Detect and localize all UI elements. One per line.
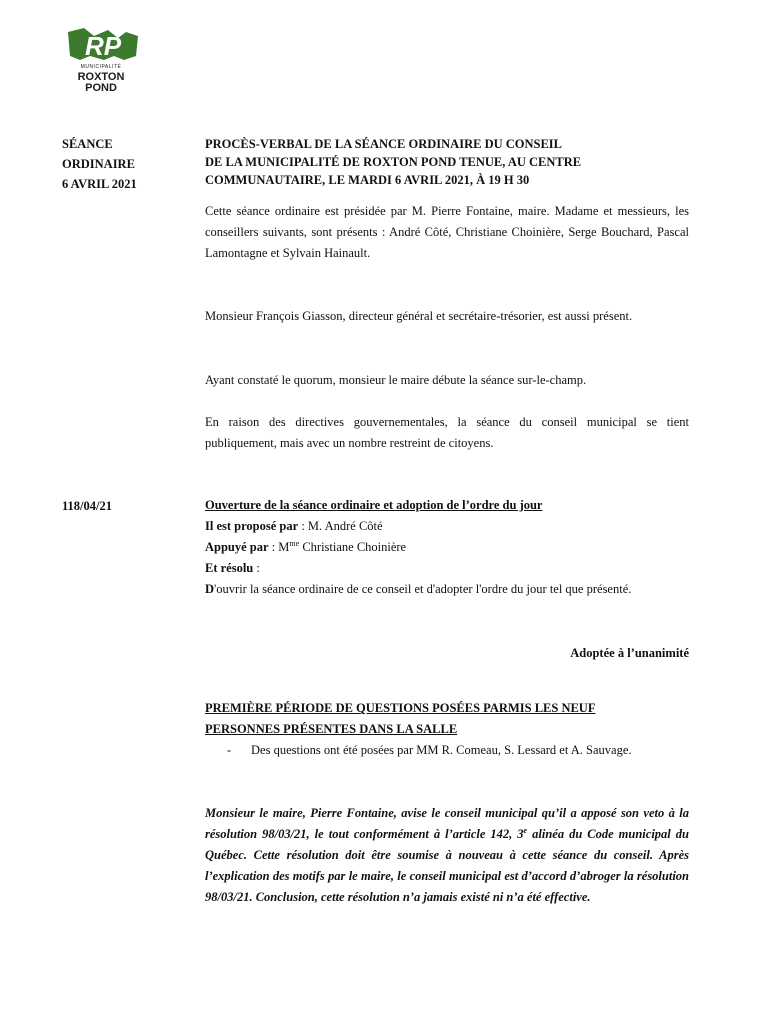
document-title bbox=[205, 135, 689, 189]
session-line-3: 6 AVRIL 2021 bbox=[62, 177, 137, 191]
appuye-superscript: me bbox=[289, 538, 300, 548]
bullet-text: Des questions ont été posées par MM R. Comeau, S. Lessard et A. Sauvage. bbox=[251, 743, 632, 757]
propose-label: Il est proposé par bbox=[205, 519, 299, 533]
questions-title-line-1: PREMIÈRE PÉRIODE DE QUESTIONS POSÉES PARMIS LES NEUF bbox=[205, 701, 596, 715]
session-label bbox=[62, 134, 180, 194]
questions-bullet bbox=[205, 740, 689, 761]
resolution-body-initial: D bbox=[205, 582, 215, 596]
title-line-3: COMMUNAUTAIRE, LE MARDI 6 AVRIL 2021, À 19 H 30 bbox=[205, 173, 530, 187]
questions-block bbox=[205, 698, 689, 761]
appuye-label: Appuyé par bbox=[205, 540, 269, 554]
logo-subtitle: MUNICIPALITÉ bbox=[80, 64, 122, 70]
resolution-title: Ouverture de la séance ordinaire et adoption de l’ordre du jour bbox=[205, 498, 543, 512]
logo-letters: RP bbox=[84, 31, 122, 61]
propose-value: : M. André Côté bbox=[298, 519, 383, 533]
presidence-paragraph: Cette séance ordinaire est présidée par M. Pierre Fontaine, maire. Madame et messieurs, les conseillers suivants, sont présents : André Côté, Christiane Choinière, Serge Bouchard, Pascal Lamontagne et Sylvain Hainault. bbox=[205, 204, 689, 260]
resolu-label: Et résolu bbox=[205, 561, 254, 575]
appuye-prefix: : M bbox=[268, 540, 290, 554]
logo-name-line1: ROXTON bbox=[77, 71, 125, 83]
veto-paragraph bbox=[205, 803, 689, 908]
logo-name-line2: POND bbox=[85, 82, 117, 94]
resolution-number: 118/04/21 bbox=[62, 499, 113, 513]
veto-superscript: e bbox=[523, 825, 528, 835]
resolution-body bbox=[205, 579, 689, 600]
quorum-paragraph: Ayant constaté le quorum, monsieur le maire débute la séance sur-le-champ. bbox=[205, 373, 587, 387]
title-line-1: PROCÈS-VERBAL DE LA SÉANCE ORDINAIRE DU CONSEIL bbox=[205, 137, 563, 151]
veto-text-part2: alinéa du Code municipal du Québec. Cette résolution doit être soumise à nouveau à cette séance du conseil. Après l’explication des motifs par le maire, le conseil municipal est d’accord d’abroger la résolution 98/03/21. Conclusion, cette résolution n’a jamais existé ni n’a été effective. bbox=[205, 827, 689, 904]
propose-line bbox=[205, 516, 689, 537]
directives-paragraph: En raison des directives gouvernementales, la séance du conseil municipal se tient publiquement, mais avec un nombre restreint de citoyens. bbox=[205, 415, 689, 450]
adoption-note: Adoptée à l’unanimité bbox=[570, 646, 689, 660]
resolution-body-text: 'ouvrir la séance ordinaire de ce conseil et d'adopter l'ordre du jour tel que présenté. bbox=[214, 582, 632, 596]
appuye-line bbox=[205, 537, 689, 558]
resolution-block bbox=[205, 495, 689, 600]
title-line-2: DE LA MUNICIPALITÉ DE ROXTON POND TENUE, AU CENTRE bbox=[205, 155, 582, 169]
questions-title-line-2: PERSONNES PRÉSENTES DANS LA SALLE bbox=[205, 722, 458, 736]
directeur-paragraph: Monsieur François Giasson, directeur général et secrétaire-trésorier, est aussi présent. bbox=[205, 309, 633, 323]
appuye-name: Christiane Choinière bbox=[299, 540, 407, 554]
bullet-dash: - bbox=[227, 743, 232, 757]
session-line-2: ORDINAIRE bbox=[62, 157, 135, 171]
resolu-line bbox=[205, 558, 689, 579]
resolu-colon: : bbox=[253, 561, 260, 575]
veto-text-part1: Monsieur le maire, Pierre Fontaine, avise le conseil municipal qu’il a apposé son veto à la résolution 98/03/21, le tout conformément à l’article 142, 3 bbox=[205, 806, 689, 841]
session-line-1: SÉANCE bbox=[62, 137, 113, 151]
